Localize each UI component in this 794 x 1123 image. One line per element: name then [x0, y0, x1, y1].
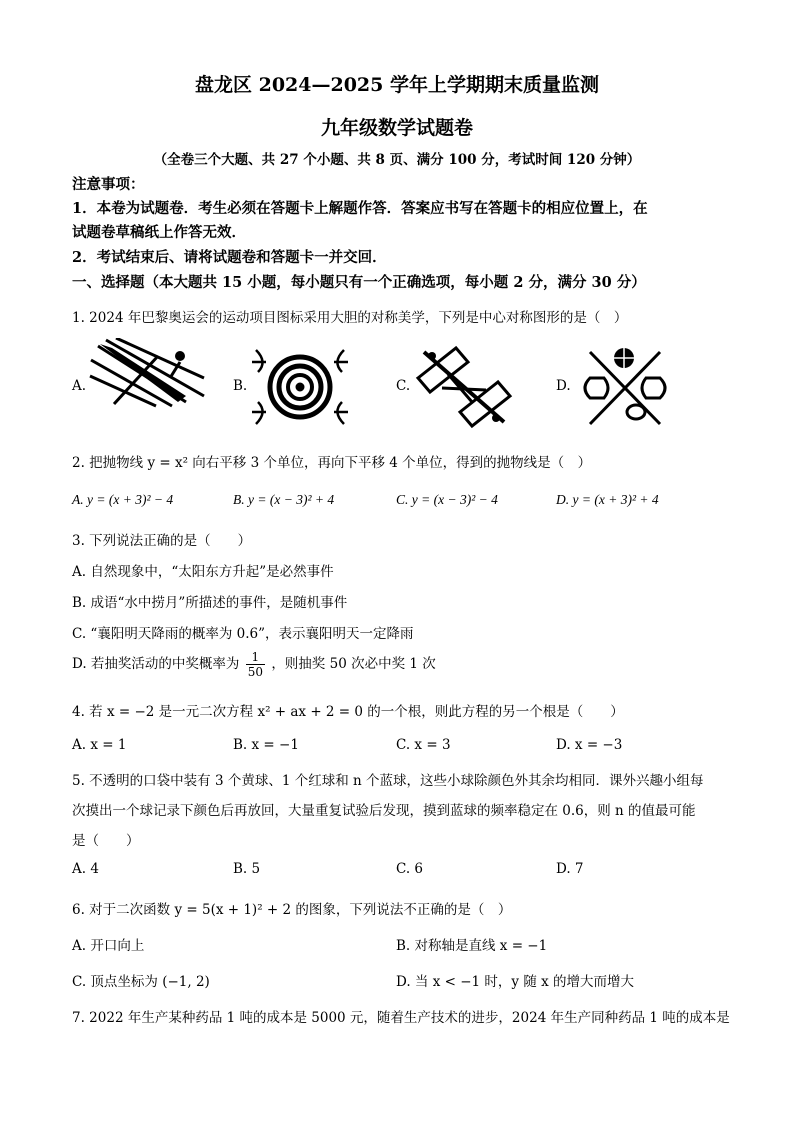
question-7-line-1: 7. 2022 年生产某种药品 1 吨的成本是 5000 元，随着生产技术的进步，2024 年生产同种药品 1 吨的成本是	[72, 1010, 730, 1026]
question-2-stem: 2. 把抛物线 y = x² 向右平移 3 个单位，再向下平移 4 个单位，得到的抛物线是（ ）	[72, 455, 592, 471]
q1-option-a-label: A.	[72, 378, 87, 394]
q3-option-d	[72, 650, 436, 679]
question-1-stem: 1. 2024 年巴黎奥运会的运动项目图标采用大胆的对称美学，下列是中心对称图形的是（ ）	[72, 310, 628, 326]
q5-option-c: C. 6	[396, 861, 424, 877]
exam-subject-title: 九年级数学试题卷	[320, 117, 473, 139]
exam-title: 盘龙区 2024—2025 学年上学期期末质量监测	[195, 74, 599, 96]
section-heading: 一、选择题（本大题共 15 小题，每小题只有一个正确选项，每小题 2 分，满分 30 分）	[72, 274, 646, 291]
q6-option-b: B. 对称轴是直线 x = −1	[396, 938, 548, 954]
probability-fraction	[246, 650, 265, 679]
q5-option-b: B. 5	[233, 861, 261, 877]
question-5-line-3: 是（ ）	[72, 833, 140, 849]
q2-option-b: B. y = (x − 3)² + 4	[233, 492, 335, 507]
q4-option-a: A. x = 1	[72, 737, 127, 753]
q6-option-c: C. 顶点坐标为 (−1, 2)	[72, 974, 210, 990]
exam-info: （全卷三个大题、共 27 个小题、共 8 页、满分 100 分，考试时间 120 分钟）	[153, 152, 641, 168]
fraction-numerator: 1	[246, 650, 265, 665]
q3-option-b: B. 成语“水中捞月”所描述的事件，是随机事件	[72, 595, 348, 611]
notice-item-1: 1．本卷为试题卷．考生必须在答题卡上解题作答．答案应书写在答题卡的相应位置上，在	[72, 200, 648, 217]
q5-option-a: A. 4	[72, 861, 99, 877]
question-5-line-2: 次摸出一个球记录下颜色后再放回，大量重复试验后发现，摸到蓝球的频率稳定在 0.6，则 n 的值最可能	[72, 803, 696, 819]
multi-sport-pictogram-icon	[576, 342, 672, 432]
q6-option-a: A. 开口向上	[72, 938, 145, 954]
q4-option-b: B. x = −1	[233, 737, 299, 753]
target-archery-pictogram-icon	[250, 344, 350, 430]
question-4-stem: 4. 若 x = −2 是一元二次方程 x² + ax + 2 = 0 的一个根，则此方程的另一个根是（ ）	[72, 704, 624, 720]
q1-option-c-label: C.	[396, 378, 411, 394]
q3-option-d-text-end: ，则抽奖 50 次必中奖 1 次	[271, 656, 436, 672]
notice-item-2: 2．考试结束后、请将试题卷和答题卡一并交回．	[72, 249, 387, 266]
q4-option-d: D. x = −3	[556, 737, 623, 753]
rowing-pictogram-icon	[86, 338, 206, 408]
q2-option-c: C. y = (x − 3)² − 4	[396, 492, 498, 507]
question-3-stem: 3. 下列说法正确的是（ ）	[72, 533, 252, 549]
notice-item-1-cont: 试题卷草稿纸上作答无效．	[72, 224, 246, 241]
notice-heading: 注意事项：	[72, 176, 145, 193]
q3-option-d-text: D. 若抽奖活动的中奖概率为	[72, 656, 240, 672]
q1-option-d-label: D.	[556, 378, 571, 394]
question-6-stem: 6. 对于二次函数 y = 5(x + 1)² + 2 的图象，下列说法不正确的是（ ）	[72, 902, 512, 918]
q5-option-d: D. 7	[556, 861, 584, 877]
question-5-line-1: 5. 不透明的口袋中装有 3 个黄球、1 个红球和 n 个蓝球，这些小球除颜色外其余均相同．课外兴趣小组每	[72, 773, 704, 789]
q3-option-c: C. “襄阳明天降雨的概率为 0.6”，表示襄阳明天一定降雨	[72, 626, 414, 642]
q3-option-a: A. 自然现象中，“太阳东方升起”是必然事件	[72, 564, 334, 580]
q6-option-d: D. 当 x < −1 时，y 随 x 的增大而增大	[396, 974, 635, 990]
q4-option-c: C. x = 3	[396, 737, 451, 753]
q2-option-a: A. y = (x + 3)² − 4	[72, 492, 174, 507]
q2-option-d: D. y = (x + 3)² + 4	[556, 492, 659, 507]
weightlifting-pictogram-icon	[412, 344, 516, 430]
fraction-denominator: 50	[247, 665, 264, 679]
q1-option-b-label: B.	[233, 378, 248, 394]
